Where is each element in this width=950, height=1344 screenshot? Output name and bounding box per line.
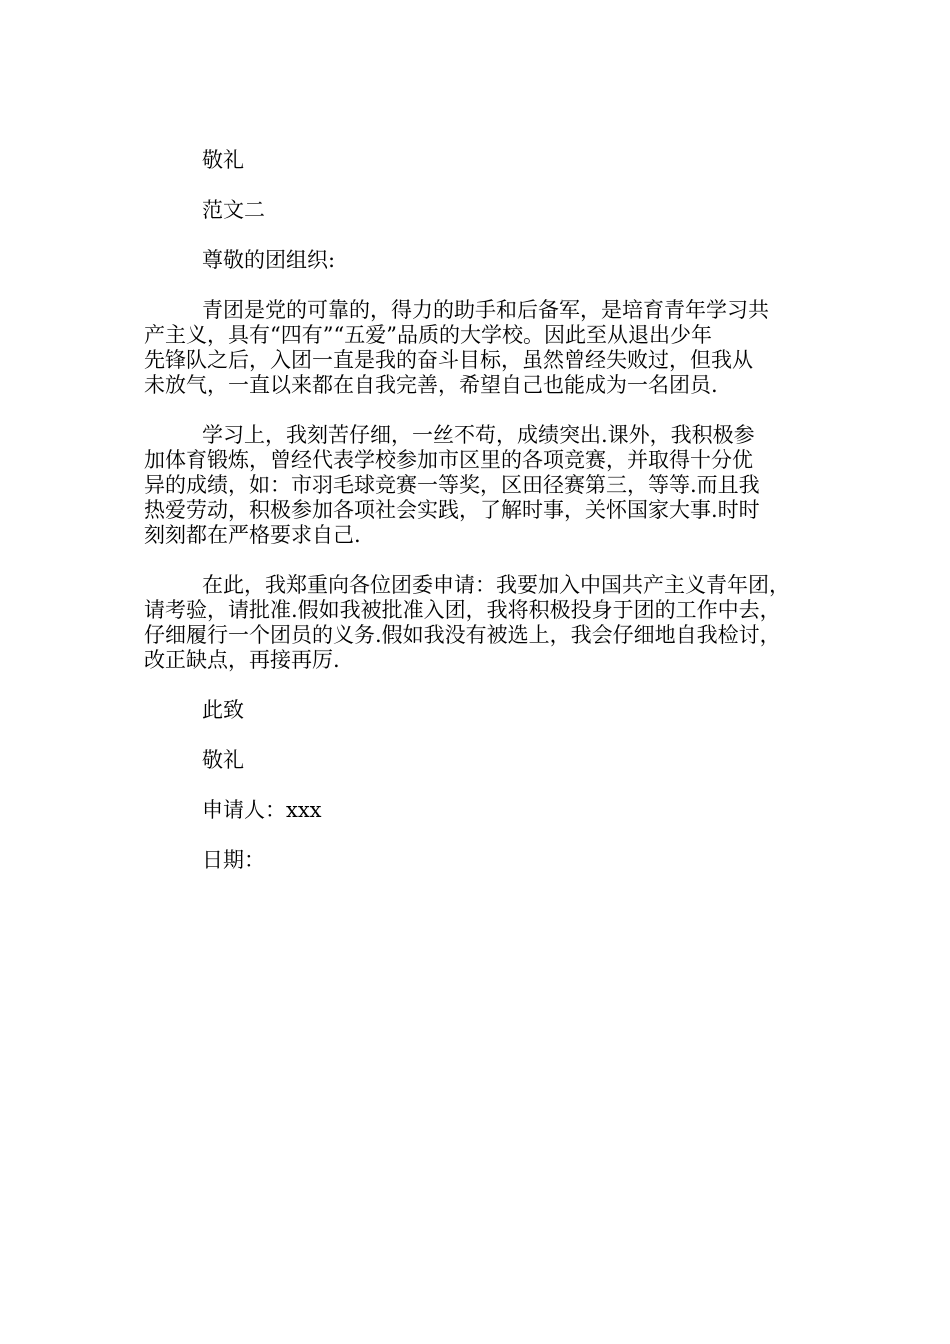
greeting: 尊敬的团组织: [202,248,336,272]
paragraph-line: 在此，我郑重向各位团委申请：我要加入中国共产主义青年团， [202,573,790,597]
paragraph-line: 产主义，具有“四有”“五爱”品质的大学校。因此至从退出少年 [144,323,712,347]
paragraph-line: 异的成绩，如：市羽毛球竞赛一等奖，区田径赛第三，等等.而且我 [144,473,760,497]
paragraph-line: 加体育锻炼，曾经代表学校参加市区里的各项竞赛，并取得十分优 [144,448,753,472]
paragraph-line: 仔细履行一个团员的义务.假如我没有被选上，我会仔细地自我检讨， [144,623,781,647]
paragraph-3 [144,573,824,673]
section-title: 范文二 [202,198,265,222]
date-line: 日期： [202,848,265,872]
paragraph-line: 刻刻都在严格要求自己. [144,523,361,547]
paragraph-line: 请考验，请批准.假如我被批准入团，我将积极投身于团的工作中去， [144,598,781,622]
paragraph-line: 学习上，我刻苦仔细，一丝不苟，成绩突出.课外，我积极参 [202,423,755,447]
salutation-top: 敬礼 [202,148,244,172]
paragraph-line: 先锋队之后，入团一直是我的奋斗目标，虽然曾经失败过，但我从 [144,348,753,372]
paragraph-line: 未放气，一直以来都在自我完善，希望自己也能成为一名团员. [144,373,718,397]
closing-ci-zhi: 此致 [202,698,244,722]
closing-jing-li: 敬礼 [202,748,244,772]
applicant-line: 申请人：xxx [202,798,322,822]
paragraph-line: 热爱劳动，积极参加各项社会实践，了解时事，关怀国家大事.时时 [144,498,760,522]
paragraph-2 [144,423,824,548]
paragraph-1 [144,298,824,398]
paragraph-line: 青团是党的可靠的，得力的助手和后备军，是培育青年学习共 [202,298,769,322]
paragraph-line: 改正缺点，再接再厉. [144,648,340,672]
